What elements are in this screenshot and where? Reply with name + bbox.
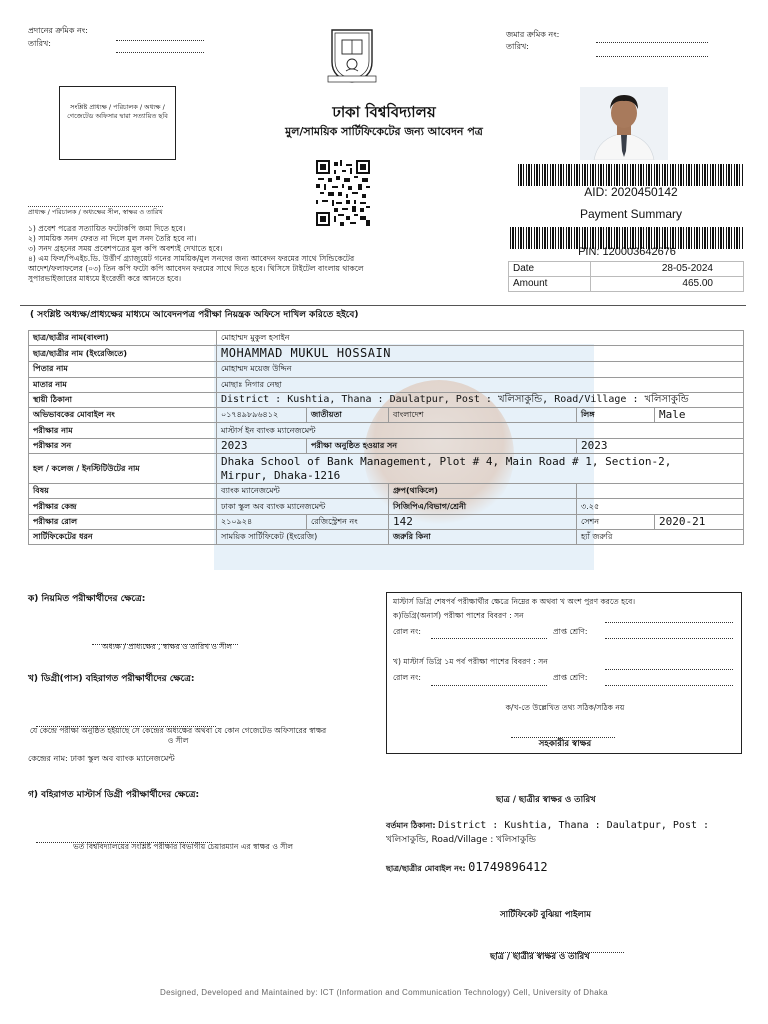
payment-date-value: 28-05-2024 xyxy=(591,262,744,277)
masters-b-class-dots xyxy=(605,677,733,686)
mother-value: মোছাঃ নিগার নেছা xyxy=(217,377,744,392)
student-mobile-label: ছাত্র/ছাত্রীর মোবাইল নং: xyxy=(386,864,466,873)
university-logo xyxy=(322,26,382,84)
institute-value xyxy=(217,454,744,484)
masters-box-b-line: খ) মাস্টার্স ডিগ্রি ১ম পর্ব পরীক্ষা পাশের বিবরণ : সন xyxy=(393,657,548,666)
gender-label: লিঙ্গ xyxy=(577,408,655,423)
session-label: সেশন xyxy=(577,514,655,529)
masters-b-class-label: প্রাপ্ত শ্রেণি: xyxy=(553,673,588,682)
instruction-3: ৩) সনদ গ্রহনের সময় প্রবেশপত্রের মুল কপি অবশ্যই দেখাতে হবে। xyxy=(28,244,223,254)
urgent-value: হ্যাঁ জরুরি xyxy=(577,529,744,544)
exam-name-value: মাস্টার্স ইন ব্যাংক ম্যানেজমেন্ট xyxy=(217,423,744,438)
present-address xyxy=(386,818,742,847)
sent-date-label: তারিখ: xyxy=(28,39,51,48)
exam-held-label: পরীক্ষা অনুষ্ঠিত হওয়ার সন xyxy=(307,438,577,453)
guardian-mobile-label: অভিভাবকের মোবাইল নং xyxy=(29,408,217,423)
aid-text: AID: 2020450142 xyxy=(584,185,678,199)
cert-type-value: সাময়িক সার্টিফিকেট (ইংরেজি) xyxy=(217,529,389,544)
masters-a-class-dots xyxy=(605,630,733,639)
payment-date-label: Date xyxy=(509,262,591,277)
roll-label: পরীক্ষার রোল xyxy=(29,514,217,529)
applicant-photo xyxy=(580,87,668,160)
pin-text: PIN: 120003642676 xyxy=(578,246,676,258)
center-name-label: কেন্দ্রের নাম: xyxy=(28,754,68,763)
sent-date-dots xyxy=(116,44,204,53)
masters-b-year-dots xyxy=(605,661,733,670)
exam-year-label: পরীক্ষার সন xyxy=(29,438,217,453)
address-value: District : Kushtia, Thana : Daulatpur, Post : খলিসাকুন্ডি, Road/Village : খলিসাকুন্ডি xyxy=(217,392,744,407)
payment-table xyxy=(508,261,744,292)
center-label: পরীক্ষার কেন্দ্র xyxy=(29,499,217,514)
masters-section-title: গ) বহিরাগত মাস্টার্স ডিগ্রী পরীক্ষার্থীদের ক্ষেত্রে: xyxy=(28,790,200,800)
payment-summary-title: Payment Summary xyxy=(579,207,683,221)
subject-label: বিষয় xyxy=(29,484,217,499)
cgpa-value: ৩.২৫ xyxy=(577,499,744,514)
institute-line-2: Mirpur, Dhaka-1216 xyxy=(221,468,341,482)
name-bn-label: ছাত্র/ছাত্রীর নাম(বাংলা) xyxy=(29,331,217,346)
cert-type-label: সার্টিফিকেটের ধরন xyxy=(29,529,217,544)
reg-label: রেজিস্ট্রেশন নং xyxy=(307,514,389,529)
form-title: মুল/সাময়িক সার্টিফিকেটের জন্য আবেদন পত্র xyxy=(285,125,483,138)
nationality-label: জাতীয়তা xyxy=(307,408,389,423)
instruction-2: ২) সাময়িক সনদ ফেরত না দিলে মুল সনদ তৈরি হবে না। xyxy=(28,234,197,244)
institute-line-1: Dhaka School of Bank Management, Plot # 4, Main Road # 1, Section-2, xyxy=(221,454,672,468)
present-address-line-1: District : Kushtia, Thana : Daulatpur, Post : xyxy=(438,820,710,831)
deposit-serial-dots xyxy=(596,34,708,43)
urgent-label: জরুরি কিনা xyxy=(389,529,577,544)
deposit-date-dots xyxy=(596,48,708,57)
sent-serial-dots xyxy=(116,32,204,41)
masters-b-roll-label: রোল নং: xyxy=(393,673,421,682)
qr-code xyxy=(316,160,370,226)
group-value xyxy=(577,484,744,499)
center-name-row xyxy=(28,754,175,764)
university-name: ঢাকা বিশ্ববিদ্যালয় xyxy=(332,103,436,121)
deposit-serial-label: জমার ক্রমিক নং: xyxy=(506,30,560,39)
student-sign-label: ছাত্র / ছাত্রীর স্বাক্ষর ও তারিখ xyxy=(496,795,596,805)
attest-caption: প্রাধ্যক্ষ / পরিচালক / অধ্যক্ষের সীল, স্বাক্ষর ও তারিখ xyxy=(28,208,163,216)
masters-box-heading: মাস্টার্স ডিগ্রি শেষপর্ব পরীক্ষার্থীর ক্ষেত্রে নিম্নের ক অথবা খ অংশ পুরণ করতে হবে। xyxy=(393,597,636,606)
guardian-mobile-value: ০১৭৪৯৮৯৬৪১২ xyxy=(217,408,307,423)
student-mobile-row xyxy=(386,860,548,875)
sent-serial xyxy=(28,26,88,36)
mother-label: মাতার নাম xyxy=(29,377,217,392)
masters-box xyxy=(386,592,742,754)
masters-a-roll-dots xyxy=(431,630,547,639)
name-en-label: ছাত্র/ছাত্রীর নাম (ইংরেজিতে) xyxy=(29,346,217,362)
assistant-sign-label: সহকারীর স্বাক্ষর xyxy=(538,739,592,749)
name-bn-value: মোহাম্মদ মুকুল হসাইন xyxy=(217,331,744,346)
present-address-line-2: খলিসাকুন্ডি, Road/Village : খলিসাকুন্ডি xyxy=(386,834,536,845)
cgpa-label: সিজিপিএ/বিভাগ/শ্রেনী xyxy=(389,499,577,514)
instruction-4-end: সুপারভাইজারের মাধ্যমে ইংরেজী করে আনতে হবে। xyxy=(28,274,182,284)
exam-held-value: 2023 xyxy=(577,438,744,453)
masters-b-roll-dots xyxy=(431,677,547,686)
present-address-label: বর্তমান ঠিকানা: xyxy=(386,821,436,830)
masters-sign-caption: ভর্ত বিশ্ববিদ্যালয়ের সংশ্লিষ্ট পরীক্ষার বিভাগীয় চেয়ারম্যান এর স্বাক্ষর ও সীল xyxy=(73,842,293,851)
payment-amount-label: Amount xyxy=(509,277,591,292)
instruction-1: ১) প্রবেশ পত্রের সত্যায়িত ফটোকপি জমা দিতে হবে। xyxy=(28,224,186,233)
exam-name-label: পরীক্ষার নাম xyxy=(29,423,217,438)
attest-photo-box xyxy=(59,86,176,160)
submission-notice: ( সংশ্লিষ্ট অধ্যক্ষ/প্রাধ্যক্ষের মাধ্যমে আবেদনপত্র পরীক্ষা নিয়ন্ত্রক অফিসে দাখিল করিতে হইবে) xyxy=(30,310,359,320)
institute-label: হল / কলেজ / ইনস্টিটিউটের নাম xyxy=(29,454,217,484)
assistant-sign-dots xyxy=(511,729,615,738)
final-sign-label: ছাত্র / ছাত্রীর স্বাক্ষর ও তারিখ xyxy=(490,952,590,962)
pass-section-title: খ) ডিগ্রী(পাস) বহিরাগত পরীক্ষার্থীদের ক্ষেত্রে: xyxy=(28,674,195,684)
nationality-value: বাংলাদেশ xyxy=(389,408,577,423)
subject-value: ব্যাংক ম্যানেজমেন্ট xyxy=(217,484,389,499)
father-value: মোহাম্মদ ময়েজ উদ্দিন xyxy=(217,362,744,377)
masters-box-a-line: ক)ডিগ্রি(অনার্স) পরীক্ষা পাশের বিবরণ : সন xyxy=(393,611,524,620)
divider xyxy=(20,305,746,306)
deposit-date-label: তারিখ: xyxy=(506,42,529,51)
masters-verify: ক/খ-তে উল্লেখিত তথ্য সঠিক/সঠিক নয় xyxy=(505,703,625,712)
session-value: 2020-21 xyxy=(655,514,744,529)
student-mobile-value: 01749896412 xyxy=(468,860,548,874)
footer-credit: Designed, Developed and Maintained by: ICT (Information and Communication Technology) Cell, University of Dhaka xyxy=(160,988,608,997)
masters-a-year-dots xyxy=(605,614,733,623)
masters-a-class-label: প্রাপ্ত শ্রেণি: xyxy=(553,627,588,636)
gender-value: Male xyxy=(655,408,744,423)
regular-sign-caption: অধ্যক্ষ / প্রাধ্যক্ষের , স্বাক্ষর ও তারিখ ও সীল xyxy=(102,642,232,651)
center-value: ঢাকা স্কুল অব ব্যাংক ম্যানেজমেন্ট xyxy=(217,499,389,514)
address-label: স্থায়ী ঠিকানা xyxy=(29,392,217,407)
roll-value: ২১০৯২৪ xyxy=(217,514,307,529)
student-info-table xyxy=(28,330,744,545)
name-en-value: MOHAMMAD MUKUL HOSSAIN xyxy=(217,346,744,362)
center-name-value: ঢাকা স্কুল অব ব্যাংক ম্যানেজমেন্ট xyxy=(70,754,175,763)
instruction-4: ৪) এম ফিল/পিএইচ.ডি. উর্ত্তীর্ণ গ্র্যাজুয়েট গনের সাময়িক/মুল সনদের জন্য আবেদন ফরমের সাথে সিন্ডিকেটের xyxy=(28,254,355,264)
payment-amount-value: 465.00 xyxy=(591,277,744,292)
father-label: পিতার নাম xyxy=(29,362,217,377)
pass-sign-caption: যে কেন্দ্রে পরীক্ষা অনুষ্ঠিত হইয়াছে সে কেন্দ্রের অধ্যক্ষের অথবা যে কোন গেজেটেড অফিসারের স্বাক্ষর ও সীল xyxy=(29,726,327,746)
sent-serial-label: প্রদানের ক্রমিক নং: xyxy=(28,26,88,35)
regular-section-title: ক) নিয়মিত পরীক্ষার্থীদের ক্ষেত্রে: xyxy=(28,594,146,604)
masters-a-roll-label: রোল নং: xyxy=(393,627,421,636)
attest-box-text: সংশ্লিষ্ট প্রাধ্যক্ষ / পরিচালক / অধ্যক্ষ / গেজেটেড অফিসার দ্বারা সত্যায়িত ছবি xyxy=(67,103,168,121)
exam-year-value: 2023 xyxy=(217,438,307,453)
reg-value: 142 xyxy=(389,514,577,529)
certificate-received: সার্টিফিকেট বুঝিয়া পাইলাম xyxy=(500,910,591,920)
instructions-list xyxy=(28,224,506,284)
group-label: গ্রুপ(থাকিলে) xyxy=(389,484,577,499)
instruction-4-cont: আদেশ/ফলাফলের (০৩) তিন কপি ফটো কপি আবেদন ফরমের সাথে দিতে হবে। থিসিসে টাইটেল বাংলায় থাকলে xyxy=(28,264,364,274)
aid-barcode xyxy=(518,164,744,186)
